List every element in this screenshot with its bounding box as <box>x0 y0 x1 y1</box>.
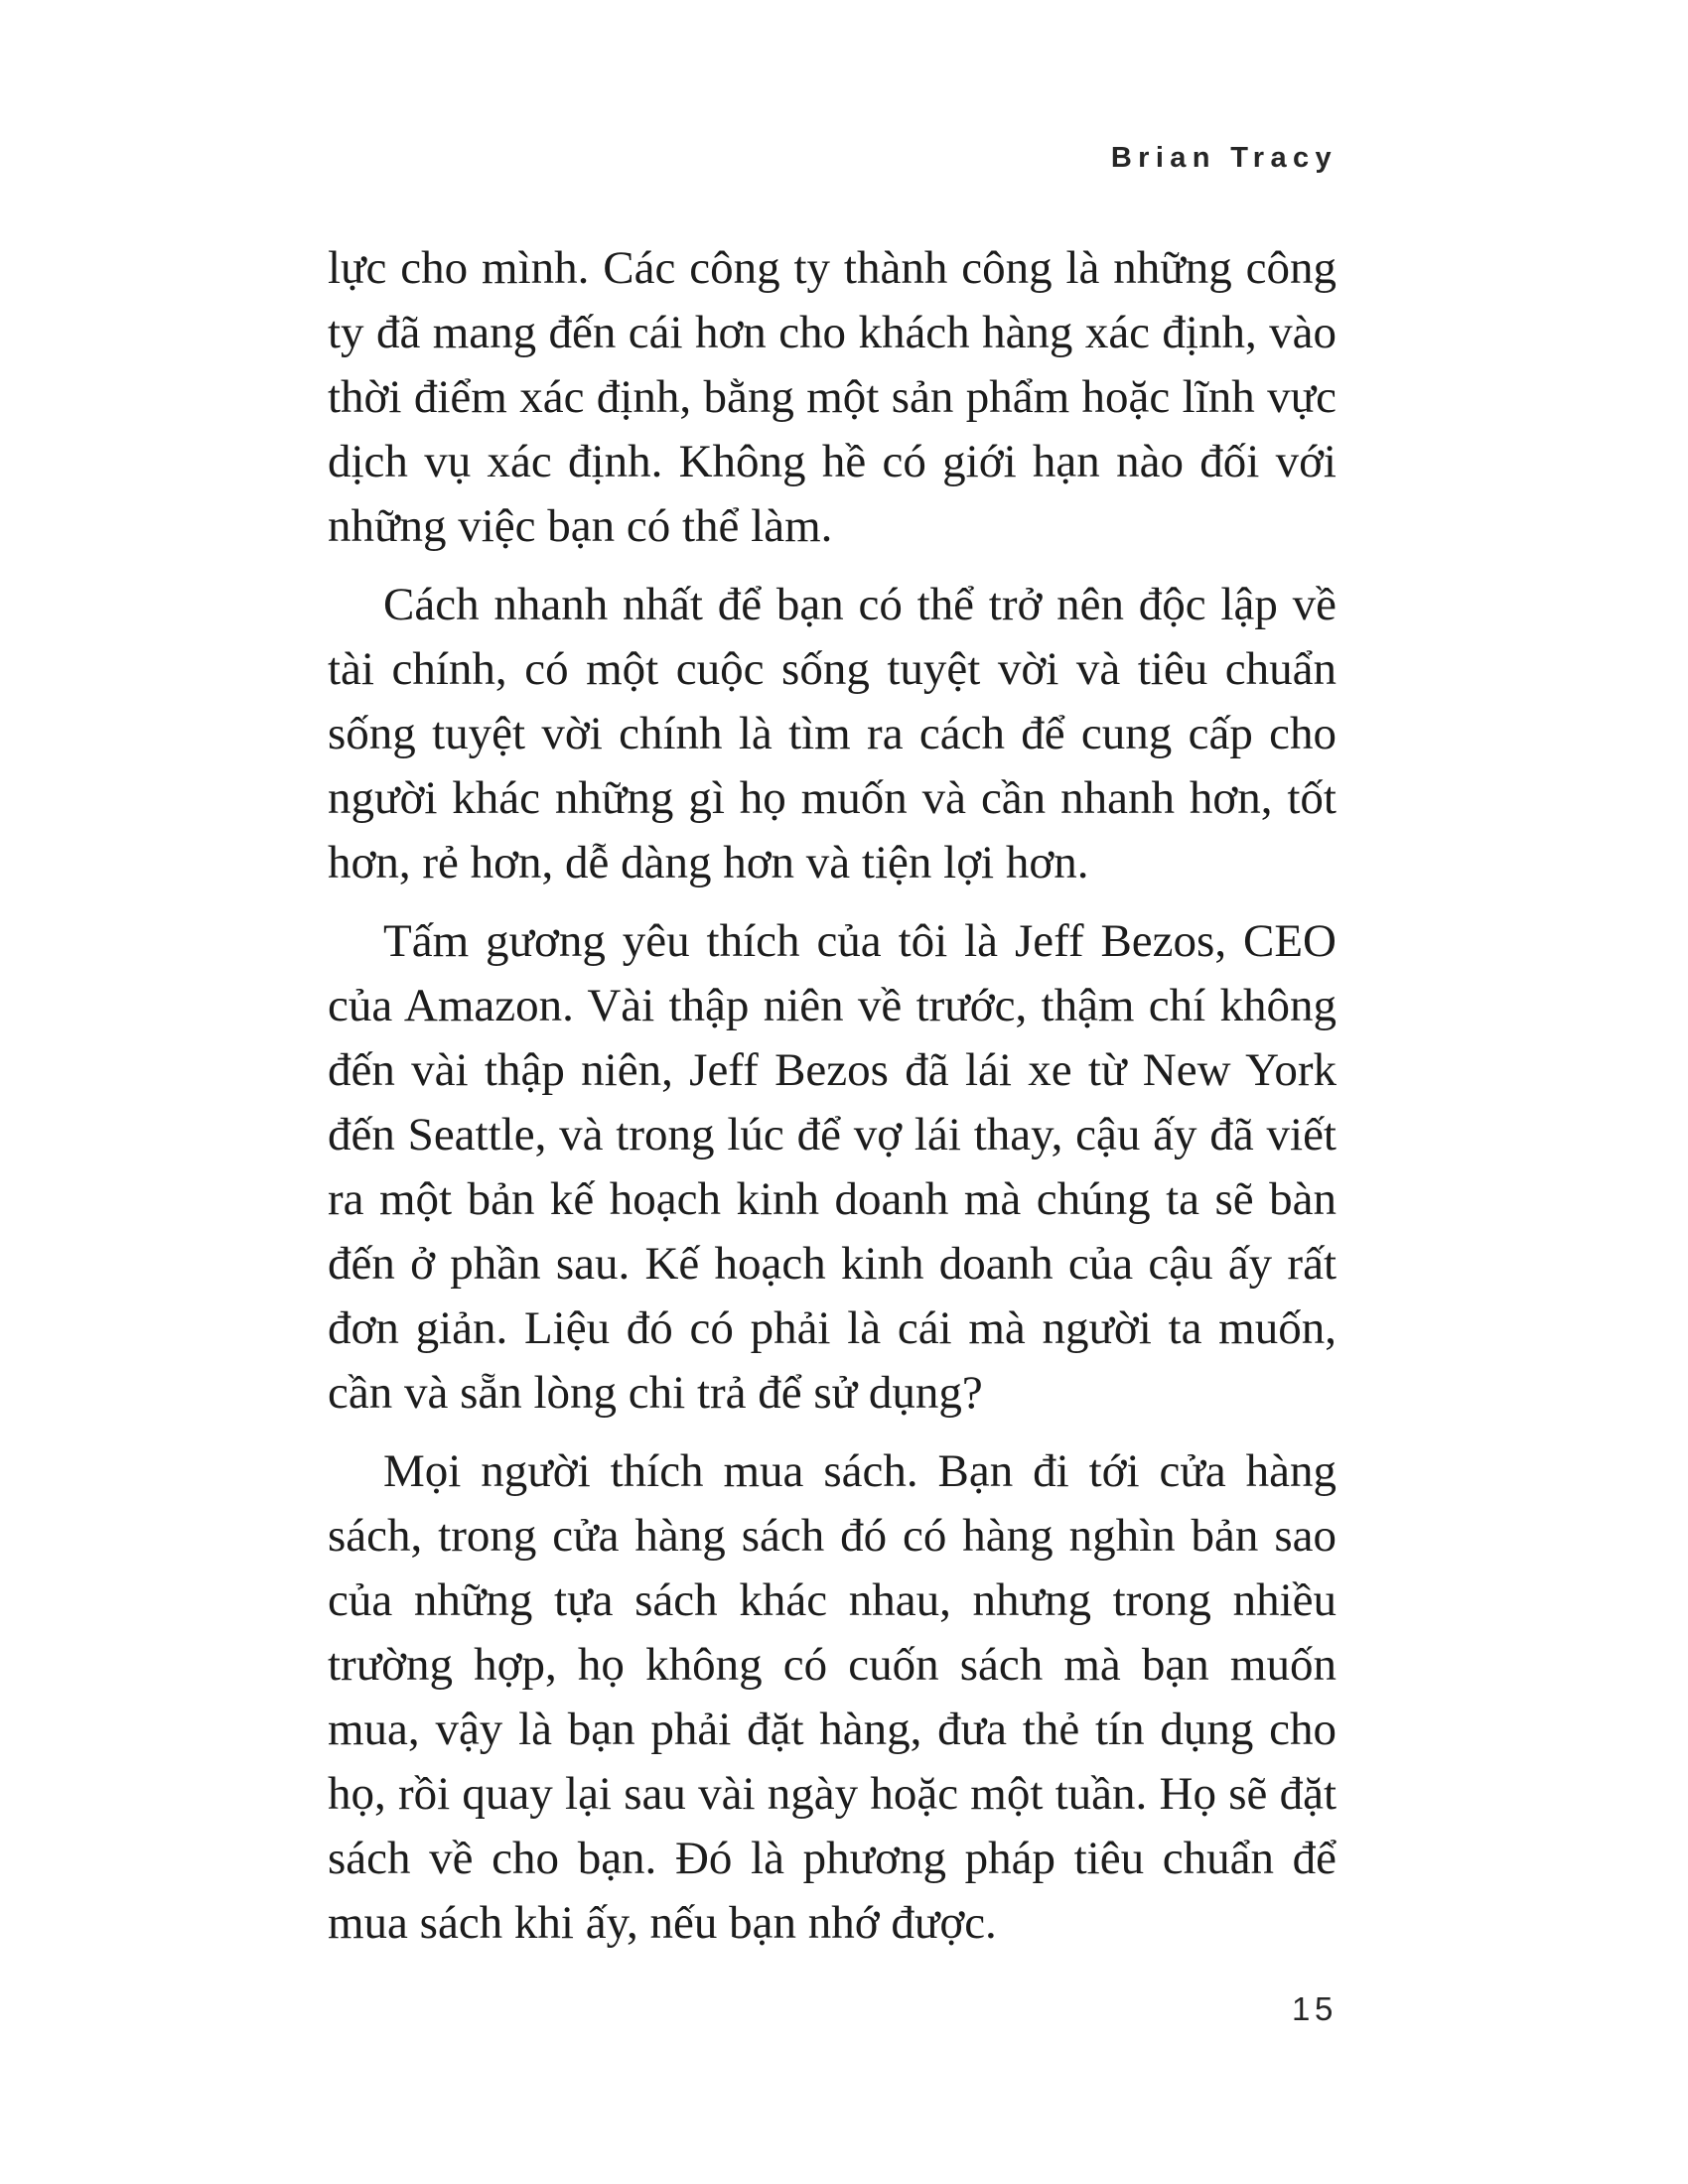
body-paragraph: Cách nhanh nhất để bạn có thể trở nên độc lập về tài chính, có một cuộc sống tuyệt vời và tiêu chuẩn sống tuyệt vời chính là tìm ra cách để cung cấp cho người khác những gì họ muốn và cần nhanh hơn, tốt hơn, rẻ hơn, dễ dàng hơn và tiện lợi hơn. <box>328 579 1336 888</box>
running-header-author: Brian Tracy <box>1110 142 1337 174</box>
body-paragraph: lực cho mình. Các công ty thành công là những công ty đã mang đến cái hơn cho khách hàng xác định, vào thời điểm xác định, bằng một sản phẩm hoặc lĩnh vực dịch vụ xác định. Không hề có giới hạn nào đối với những việc bạn có thể làm. <box>328 242 1336 552</box>
body-paragraph: Mọi người thích mua sách. Bạn đi tới cửa hàng sách, trong cửa hàng sách đó có hàng nghìn bản sao của những tựa sách khác nhau, nhưng trong nhiều trường hợp, họ không có cuốn sách mà bạn muốn mua, vậy là bạn phải đặt hàng, đưa thẻ tín dụng cho họ, rồi quay lại sau vài ngày hoặc một tuần. Họ sẽ đặt sách về cho bạn. Đó là phương pháp tiêu chuẩn để mua sách khi ấy, nếu bạn nhớ được. <box>328 1445 1336 1949</box>
body-text-block <box>328 236 1336 1970</box>
body-paragraph: Tấm gương yêu thích của tôi là Jeff Bezos, CEO của Amazon. Vài thập niên về trước, thậm chí không đến vài thập niên, Jeff Bezos đã lái xe từ New York đến Seattle, và trong lúc để vợ lái thay, cậu ấy đã viết ra một bản kế hoạch kinh doanh mà chúng ta sẽ bàn đến ở phần sau. Kế hoạch kinh doanh của cậu ấy rất đơn giản. Liệu đó có phải là cái mà người ta muốn, cần và sẵn lòng chi trả để sử dụng? <box>328 915 1336 1419</box>
page-number: 15 <box>1292 1990 1337 2027</box>
